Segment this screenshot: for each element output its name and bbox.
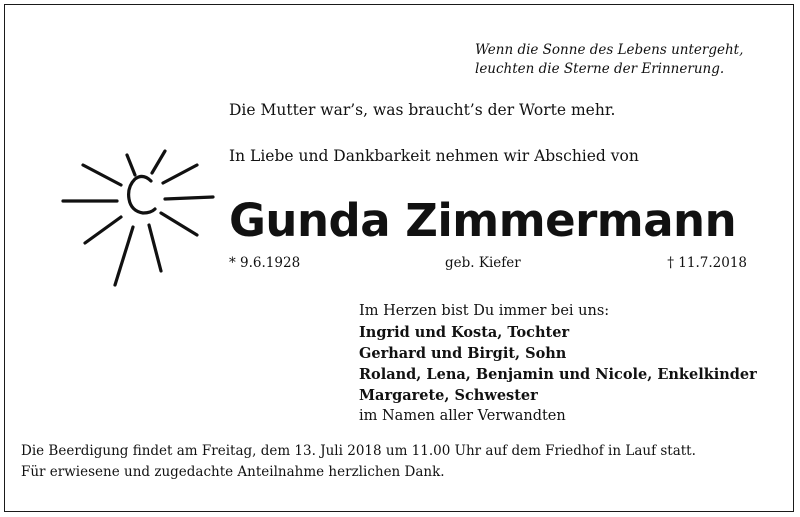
mourners-heading: Im Herzen bist Du immer bei uns: (359, 303, 610, 319)
mourners-list (359, 301, 757, 427)
funeral-info-line-1: Die Beerdigung findet am Freitag, dem 13. Juli 2018 um 11.00 Uhr auf dem Friedhof in Lauf statt. (21, 443, 696, 459)
deceased-name: Gunda Zimmermann (229, 194, 737, 247)
motto-line-2: leuchten die Sterne der Erinnerung. (475, 61, 725, 77)
mourner-entry: Gerhard und Birgit, Sohn (359, 345, 567, 362)
mourner-entry: Margarete, Schwester (359, 387, 538, 404)
motto-line-1: Wenn die Sonne des Lebens untergeht, (475, 42, 744, 58)
mourner-entry: Ingrid und Kosta, Tochter (359, 324, 570, 341)
obituary-notice (4, 4, 794, 512)
funeral-info (21, 441, 696, 483)
maiden-name: geb. Kiefer (445, 255, 521, 271)
intro-line-2: In Liebe und Dankbarkeit nehmen wir Abschied von (229, 147, 639, 165)
mourner-entry: Roland, Lena, Benjamin und Nicole, Enkelkinder (359, 366, 757, 383)
mourners-closing: im Namen aller Verwandten (359, 408, 566, 424)
funeral-info-line-2: Für erwiesene und zugedachte Anteilnahme herzlichen Dank. (21, 464, 445, 480)
intro-line-1: Die Mutter war’s, was braucht’s der Worte mehr. (229, 101, 616, 119)
sun-icon (57, 143, 217, 293)
birth-date: * 9.6.1928 (229, 255, 301, 271)
motto-quote (475, 41, 743, 79)
death-date: † 11.7.2018 (667, 255, 747, 271)
